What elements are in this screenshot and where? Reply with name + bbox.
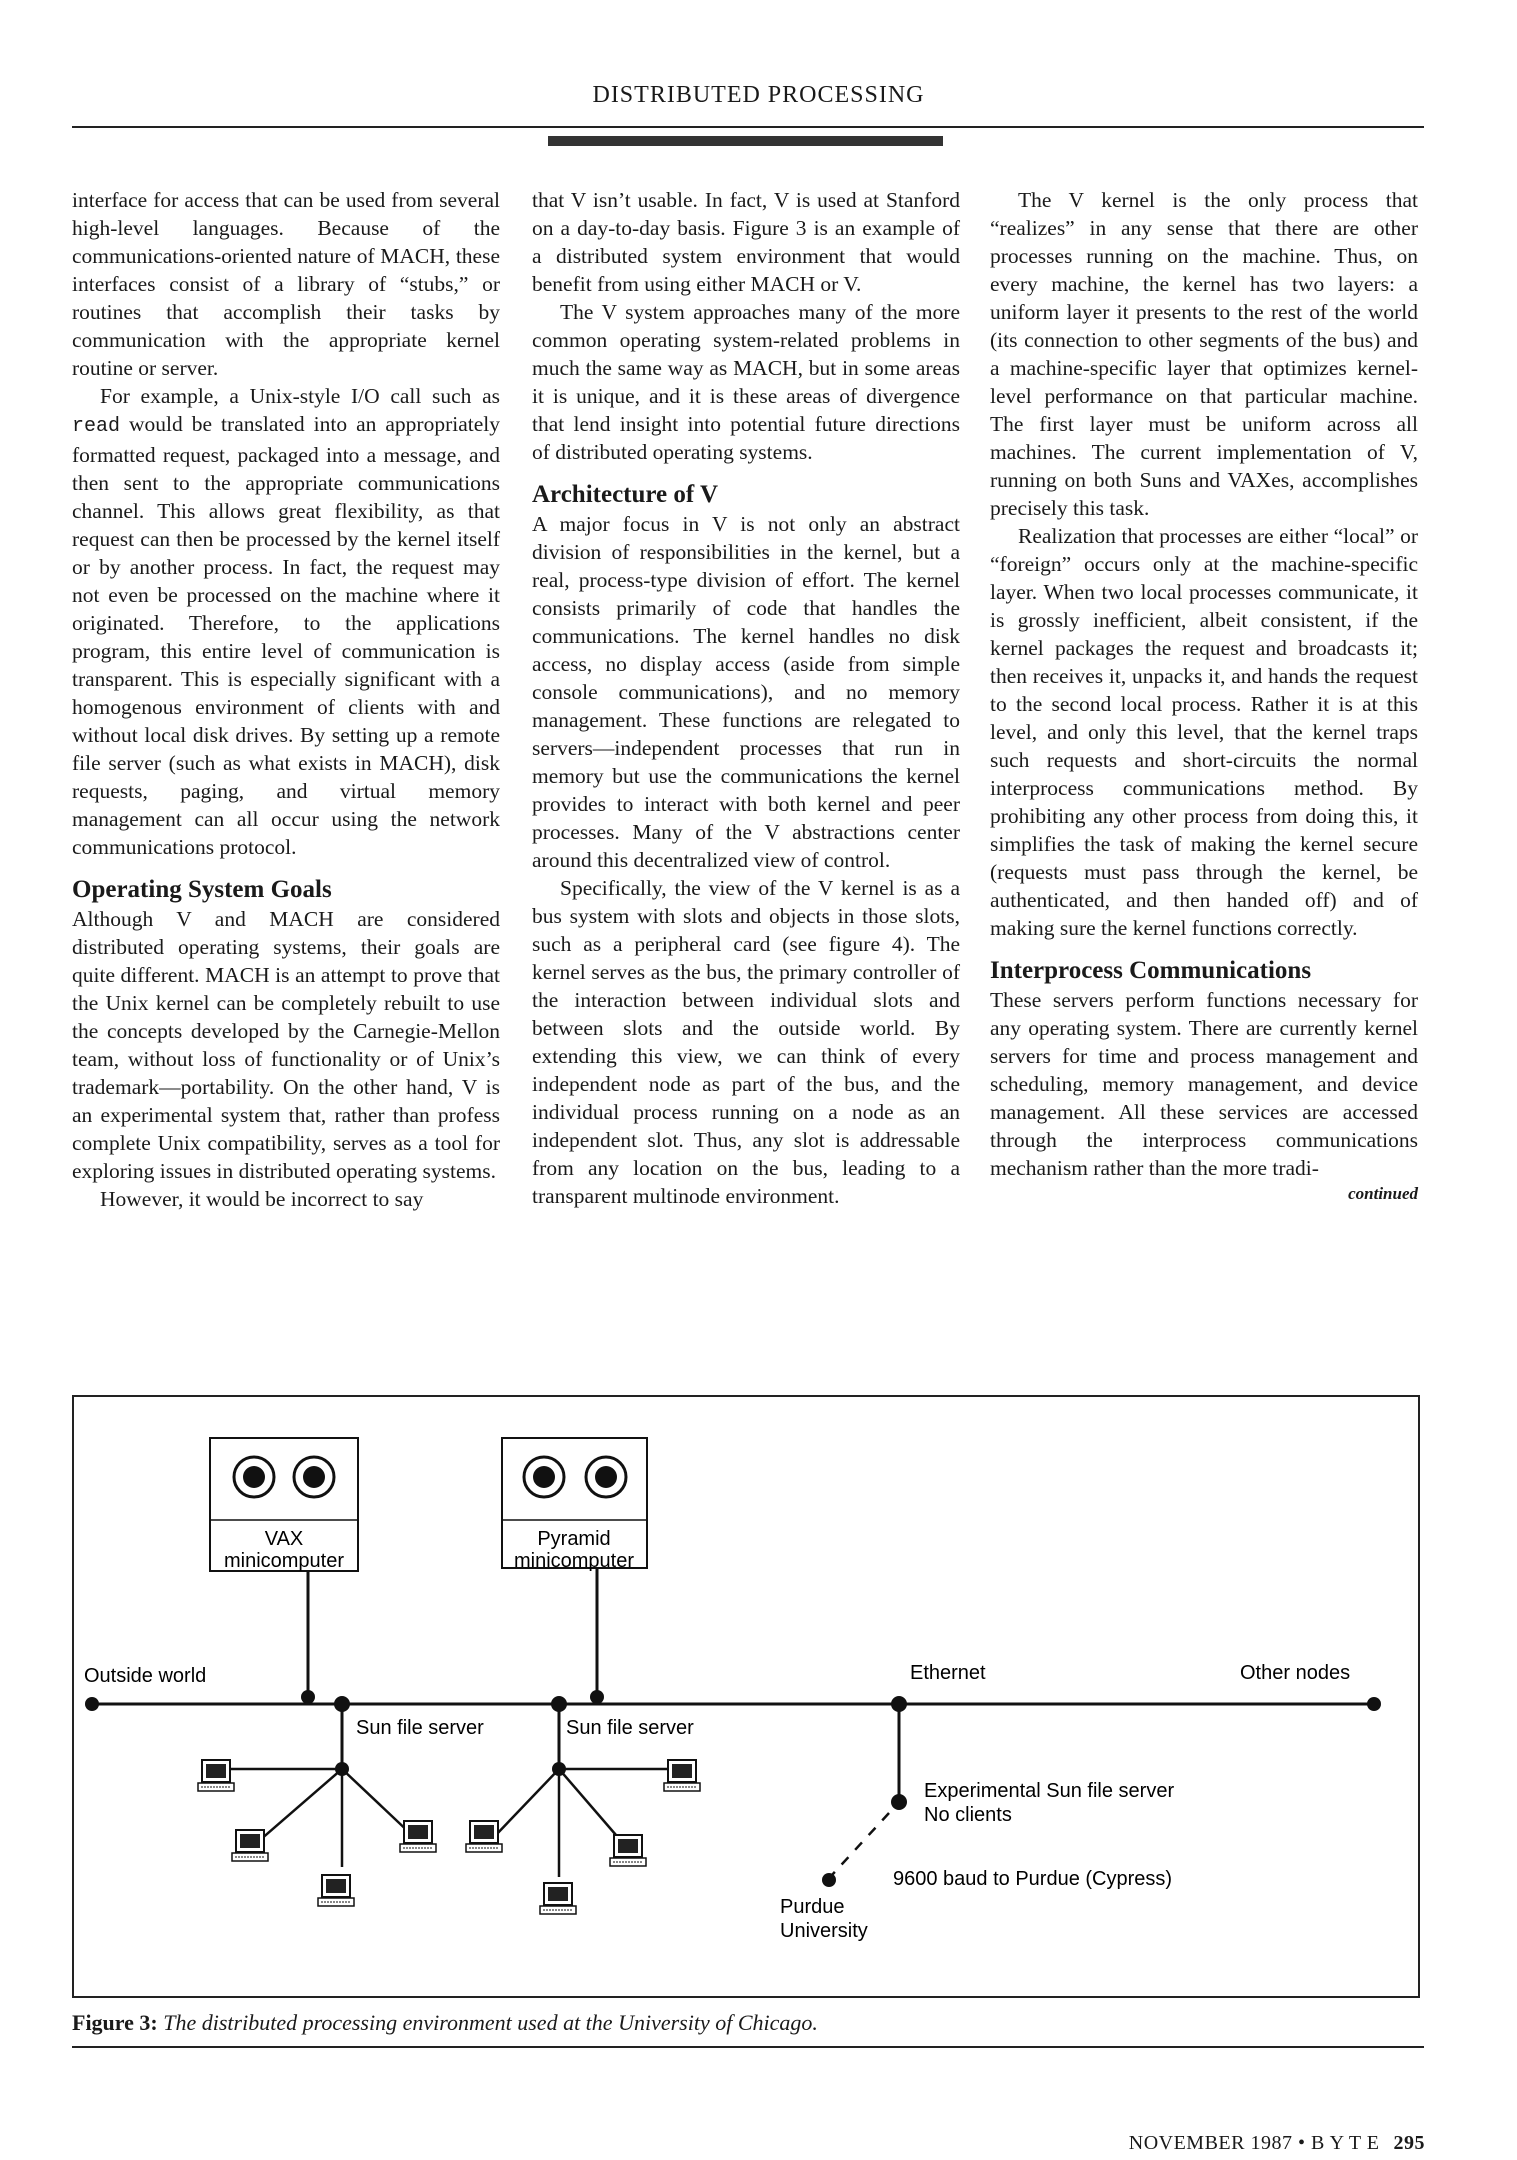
column-2 (532, 186, 960, 1210)
caption-rule (72, 2046, 1424, 2048)
no-clients-label: No clients (924, 1804, 1012, 1826)
column-1 (72, 186, 500, 1213)
page-footer (1129, 2132, 1425, 2155)
bus-end-node (1367, 1697, 1381, 1711)
workstation-icon (466, 1821, 502, 1852)
tape-reel-icon (294, 1457, 334, 1497)
bus-tap-node (301, 1690, 315, 1704)
workstation-icon (540, 1883, 576, 1914)
running-header: DISTRIBUTED PROCESSING (592, 82, 925, 108)
tape-reel-icon (234, 1457, 274, 1497)
other-nodes-label: Other nodes (1240, 1662, 1351, 1684)
purdue-label-2: University (780, 1920, 868, 1942)
vax-label: VAX (264, 1528, 304, 1550)
col1-paragraph-3: Although V and MACH are considered distributed operating systems, their goals are quite different. MACH is an attempt to prove that the Unix kernel can be completely rebuilt to use the concepts developed by the Carnegie-Mellon team, without loss of functionality or of Unix’s trademark—portability. On the other hand, V is an experimental system that, rather than profess complete Unix compatibility, serves as a tool for exploring issues in distributed operating systems. (72, 907, 500, 1183)
pyramid-label: Pyramid (537, 1528, 611, 1550)
workstation-icon (610, 1835, 646, 1866)
caption-text: The distributed processing environment used at the University of Chicago. (163, 2010, 818, 2035)
vax-label-2: minicomputer (223, 1550, 345, 1572)
col3-paragraph-1: The V kernel is the only process that “realizes” in any sense that there are other processes running on the machine. Thus, on every machine, the kernel has two layers: a uniform layer it presents to the rest of the world (its connection to other segments of the bus) and a machine-specific layer that optimizes kernel-level performance on that particular machine. The first layer must be uniform across all machines. The current implementation of V, running on both Suns and VAXes, accomplishes precisely this task. (990, 188, 1418, 520)
workstation-icon (198, 1760, 234, 1791)
col1-paragraph-2 (72, 382, 500, 861)
workstation-icon (318, 1875, 354, 1906)
code-read: read (72, 415, 121, 438)
sun-file-server-2 (466, 1696, 700, 1914)
col1-p2-text-a: For example, a Unix-style I/O call such as (100, 384, 500, 408)
bus-tap-node (590, 1690, 604, 1704)
page-number: 295 (1393, 2132, 1425, 2154)
sun-file-server-label: Sun file server (356, 1717, 484, 1739)
ethernet-label: Ethernet (910, 1662, 986, 1684)
col2-paragraph-2: The V system approaches many of the more common operating system-related problems in much the same way as MACH, but in some areas it is unique, and it is these areas of divergence that lend insight into potential future directions of distributed operating systems. (532, 300, 960, 464)
experimental-server-label: Experimental Sun file server (924, 1780, 1175, 1802)
col2-paragraph-3: A major focus in V is not only an abstract division of responsibilities in the kernel, but a real, process-type division of effort. The kernel consists primarily of code that handles the communications. The kernel handles no disk access, no display access (aside from simple console communications), and no memory management. These functions are relegated to servers—independent processes that run in memory but use the communications the kernel provides to interact with both kernel and peer processes. Many of the V abstractions center around this decentralized view of control. (532, 512, 960, 872)
caption-label: Figure 3: (72, 2010, 158, 2035)
col2-paragraph-4: Specifically, the view of the V kernel is as a bus system with slots and objects in those slots, such as a peripheral card (see figure 4). The kernel serves as the bus, the primary controller of the interaction between individual slots and between slots and the outside world. By extending this view, we can think of every independent node as part of the bus, and the individual process running on a node as an independent slot. Thus, any slot is addressable from any location on the bus, leading to a transparent multinode environment. (532, 876, 960, 1208)
pyramid-minicomputer (502, 1438, 647, 1572)
header-rule (72, 126, 1424, 128)
heading-architecture-of-v: Architecture of V (532, 481, 719, 508)
col1-p2-text-b: would be translated into an appropriately formatted request, packaged into a message, and then sent to the appropriate communications channel. This allows great flexibility, as that request can then be processed by the kernel itself or by another process. In fact, the request may not even be processed on the machine where it originated. Therefore, to the applications program, this entire level of communication is transparent. This is especially significant with a homogenous environment of clients with and without local disk drives. By setting up a remote file server (such as what exists in MACH), disk requests, paging, and virtual memory management can all occur using the network communications protocol. (72, 412, 500, 859)
header-rule-bar (548, 136, 943, 146)
sun-file-server-label: Sun file server (566, 1717, 694, 1739)
purdue-label: Purdue (780, 1896, 845, 1918)
workstation-icon (664, 1760, 700, 1791)
pyramid-label-2: minicomputer (513, 1550, 635, 1572)
experimental-sun-file-server (780, 1696, 1174, 1942)
baud-link-label: 9600 baud to Purdue (Cypress) (893, 1868, 1173, 1890)
heading-interprocess-communications: Interprocess Communications (990, 957, 1312, 984)
col3-paragraph-3: These servers perform functions necessary for any operating system. There are currently kernel servers for time and process management and scheduling, memory management, and device management. All these services are accessed through the interprocess communications mechanism rather than the more tradi- (990, 988, 1418, 1180)
col1-paragraph-1: interface for access that can be used from several high-level languages. Because of the communications-oriented nature of MACH, these interfaces consist of a library of “stubs,” or routines that accomplish their tasks by communication with the appropriate kernel routine or server. (72, 188, 500, 380)
tape-reel-icon (524, 1457, 564, 1497)
workstation-icon (400, 1821, 436, 1852)
col1-paragraph-4: However, it would be incorrect to say (100, 1187, 424, 1211)
network-diagram (74, 1397, 1418, 1996)
heading-operating-system-goals: Operating System Goals (72, 876, 332, 903)
tape-reel-icon (586, 1457, 626, 1497)
col3-paragraph-2: Realization that processes are either “local” or “foreign” occurs only at the machine-specific layer. When two local processes communicate, it is grossly inefficient, albeit consistent, if the kernel packages the request and broadcasts it; then receives it, unpacks it, and hands the request to the second local process. Rather it is at this level, and only this level, that the kernel traps such requests and short-circuits the normal interprocess communications method. By prohibiting any other process from doing this, it simplifies the task of making the kernel secure (requests must pass through the kernel, be authenticated, and then handed off) and of making sure the kernel functions correctly. (990, 524, 1418, 940)
vax-minicomputer (210, 1438, 358, 1572)
sun-file-server-1 (198, 1696, 484, 1906)
column-3 (990, 186, 1418, 1206)
col2-paragraph-1: that V isn’t usable. In fact, V is used at Stanford on a day-to-day basis. Figure 3 is an example of a distributed system environment that would benefit from using either MACH or V. (532, 188, 960, 296)
workstation-icon (232, 1830, 268, 1861)
issue-label: NOVEMBER 1987 • B Y T E (1128, 2132, 1380, 2154)
continued-label: continued (1348, 1184, 1418, 1203)
outside-world-label: Outside world (84, 1665, 207, 1687)
figure-3-box (72, 1395, 1420, 1998)
bus-end-node (85, 1697, 99, 1711)
figure-caption (72, 2010, 818, 2036)
